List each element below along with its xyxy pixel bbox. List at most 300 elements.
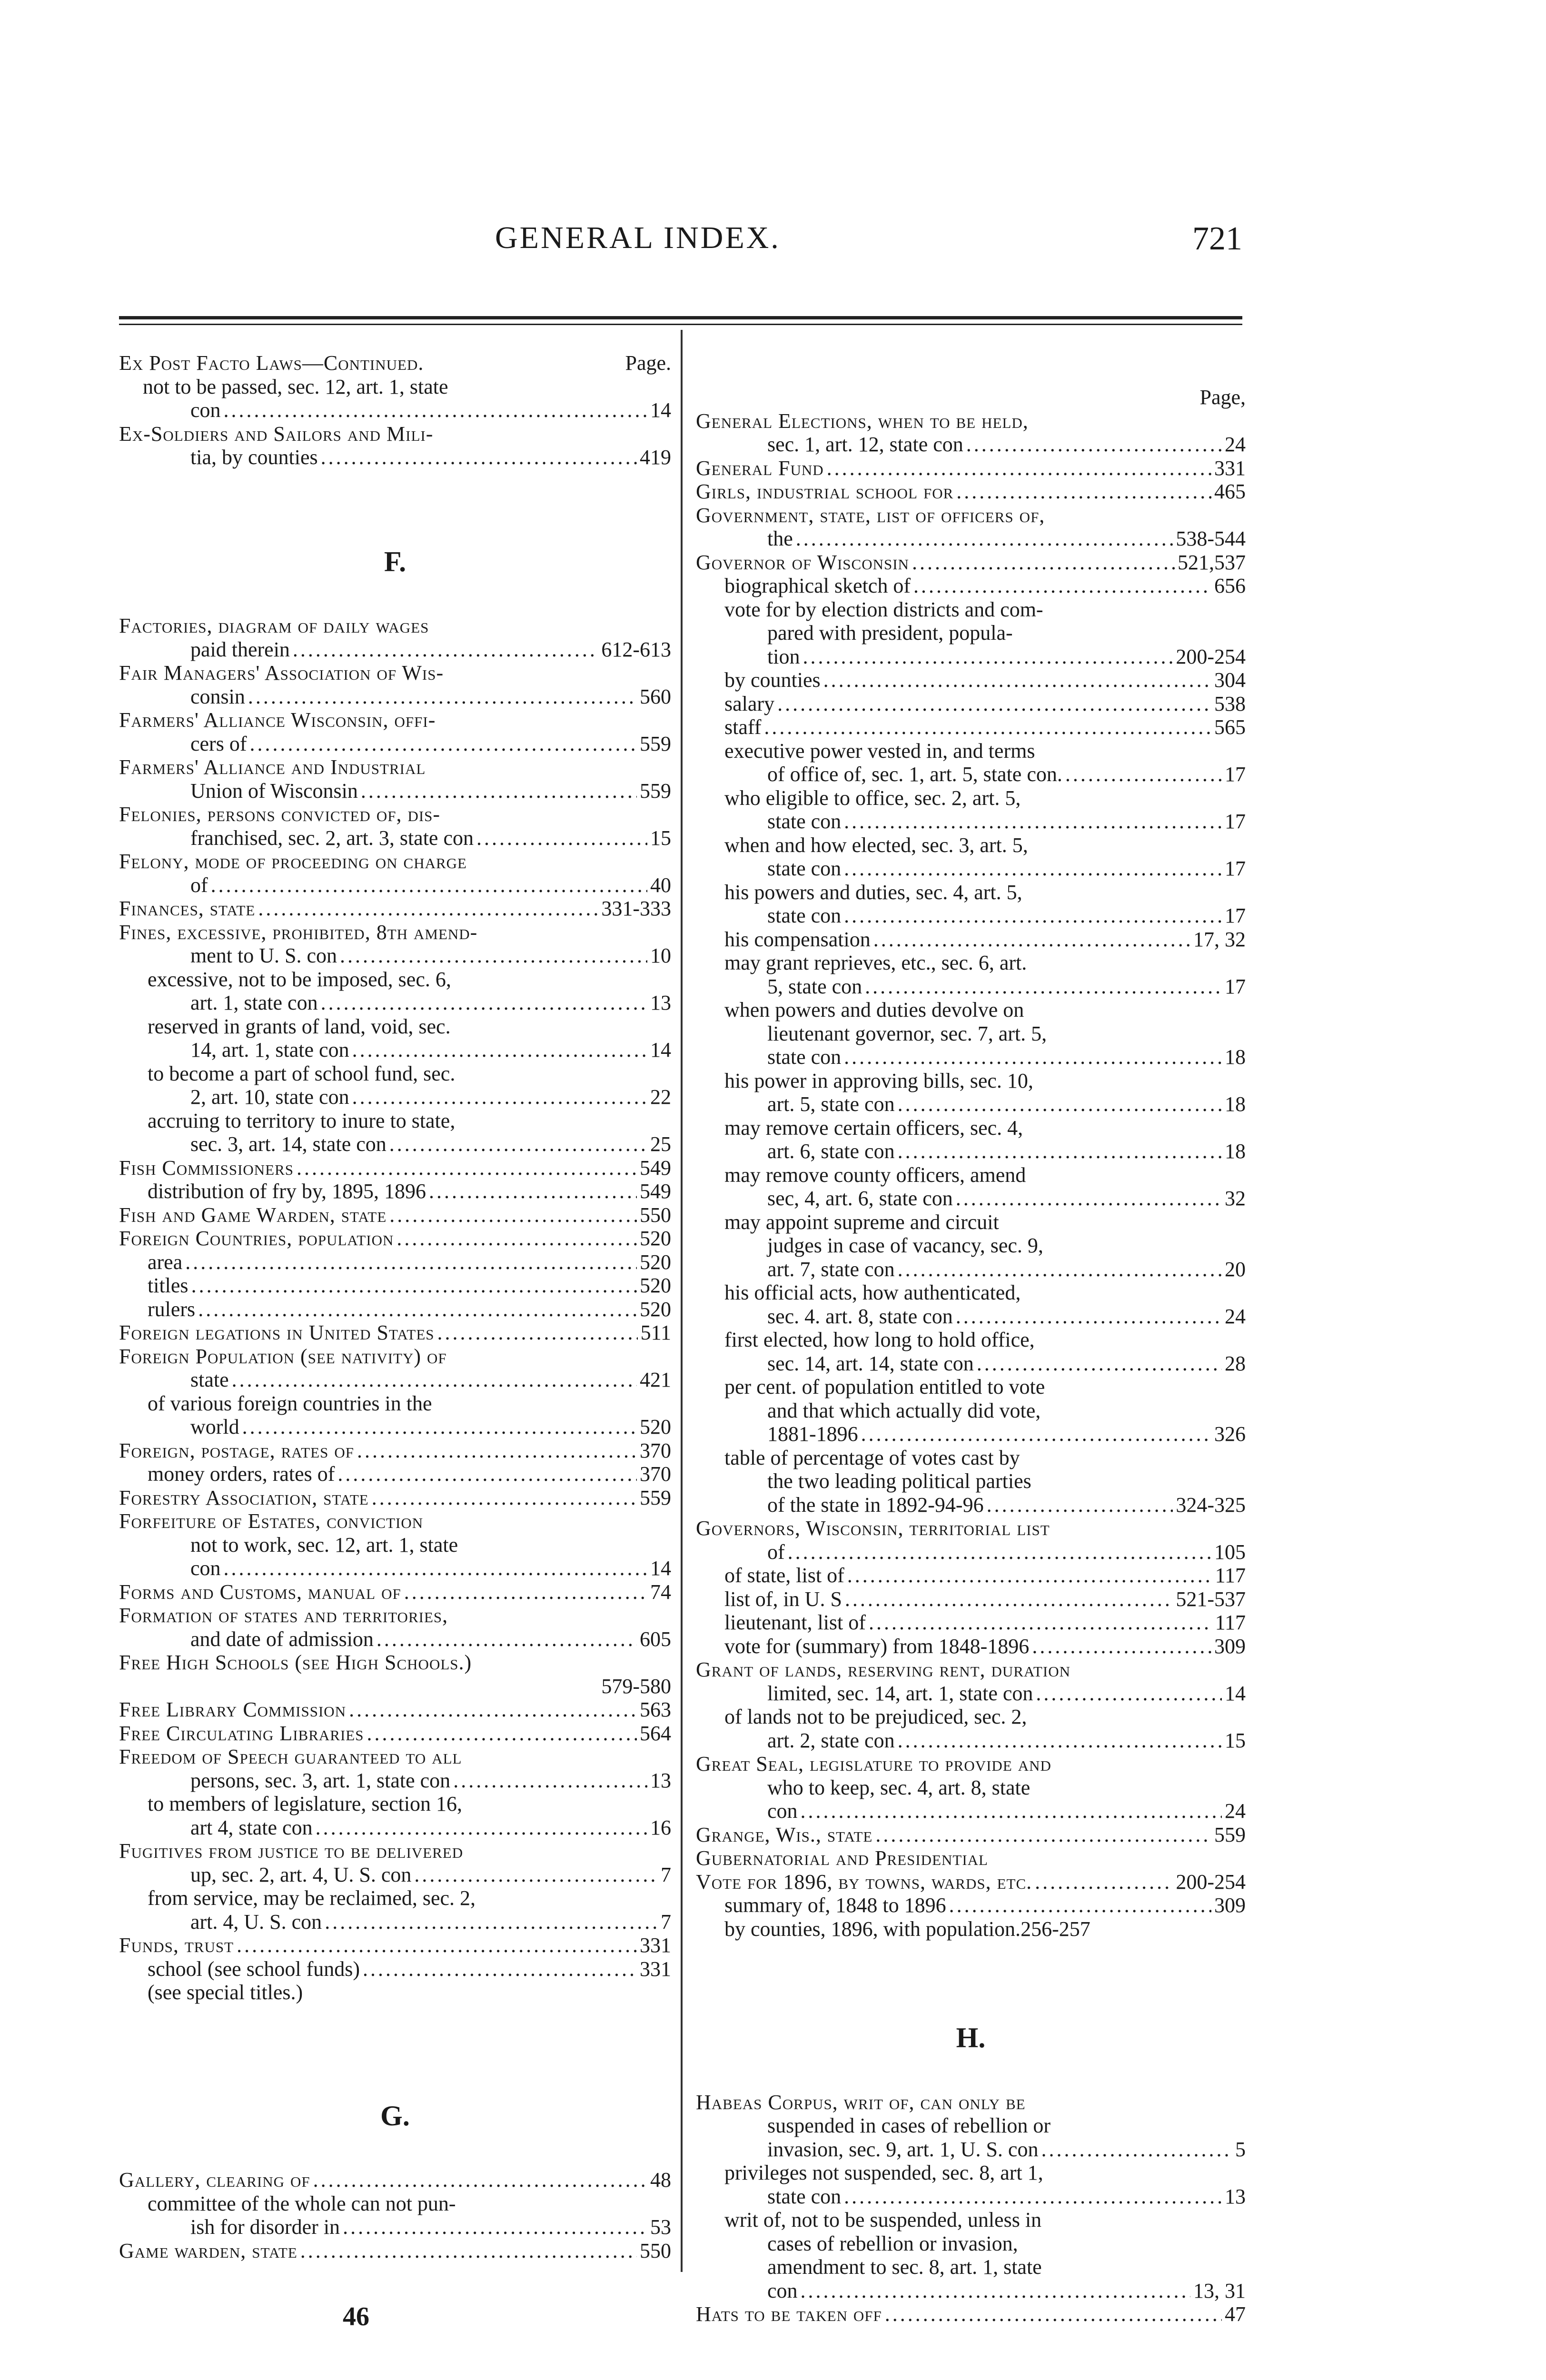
page-ref: 117 — [1215, 1611, 1246, 1634]
entry-heading: Fish and Game Warden, state — [119, 1203, 387, 1227]
entry-text: sec, 4, art. 6, state con — [767, 1187, 953, 1210]
index-entry — [696, 1752, 1246, 1823]
entry-text: may remove county officers, amend — [724, 1163, 1026, 1187]
entry-heading: Funds, trust — [119, 1934, 234, 1957]
entry-text: may grant reprieves, etc., sec. 6, art. — [724, 951, 1027, 974]
entry-text: of lands not to be prejudiced, sec. 2, — [724, 1705, 1027, 1728]
page-ref: 7 — [661, 1863, 671, 1886]
page-ref: 331 — [640, 1957, 671, 1981]
index-entry — [119, 1250, 671, 1274]
index-entry — [119, 1934, 671, 1957]
running-header — [486, 220, 1242, 268]
page-ref: 559 — [640, 779, 671, 803]
entry-text: world — [190, 1415, 239, 1438]
index-entry — [119, 661, 671, 708]
index-entry — [119, 1015, 671, 1062]
page-ref: 13 — [1225, 2184, 1246, 2208]
entry-text: of — [190, 873, 208, 897]
page-ref: 20 — [1225, 1257, 1246, 1281]
index-entry — [696, 480, 1246, 504]
entry-text: rulers — [148, 1297, 196, 1321]
page-ref: 549 — [640, 1180, 671, 1203]
index-entry — [696, 833, 1246, 881]
index-entry — [119, 2239, 671, 2263]
page-ref: 200-254 — [1176, 645, 1246, 668]
entry-text: of — [767, 1540, 785, 1564]
index-entry — [696, 1069, 1246, 1116]
page-ref: 14 — [1225, 1681, 1246, 1705]
page-ref: 74 — [650, 1580, 671, 1604]
entry-text: by counties — [724, 668, 821, 692]
index-entry — [119, 1203, 671, 1227]
page-ref: 17 — [1225, 857, 1246, 880]
entry-text: tion — [767, 645, 800, 668]
page-ref: 419 — [640, 446, 671, 469]
index-entry — [119, 968, 671, 1015]
entry-text: table of percentage of votes cast by — [724, 1446, 1020, 1469]
index-entry — [119, 850, 671, 897]
index-entry — [696, 1210, 1246, 1281]
entry-text: the — [767, 527, 793, 550]
index-entry — [119, 1345, 671, 1392]
page-ref: 17, 32 — [1193, 927, 1246, 951]
entry-heading: Farmers' Alliance and Industrial — [119, 755, 426, 779]
index-entry — [696, 1328, 1246, 1375]
entry-heading: Finances, state — [119, 897, 256, 920]
signature-mark: 46 — [343, 2302, 369, 2331]
page-ref: 549 — [640, 1156, 671, 1180]
page-ref: 15 — [650, 826, 671, 850]
page-ref: 14 — [650, 1557, 671, 1580]
entry-text: of various foreign countries in the — [148, 1391, 432, 1415]
entry-heading: Formation of states and territories, — [119, 1604, 448, 1627]
right-column — [696, 386, 1246, 2326]
index-entry — [119, 1321, 671, 1345]
page-label: Page, — [1199, 386, 1246, 409]
entry-heading: Foreign, postage, rates of — [119, 1438, 354, 1462]
entry-heading: Fugitives from justice to be delivered — [119, 1839, 464, 1863]
page-ref: 370 — [640, 1438, 671, 1462]
entry-heading: Forfeiture of Estates, conviction — [119, 1509, 424, 1533]
entry-text: sec. 4. art. 8, state con — [767, 1304, 953, 1328]
page-ref: 256-257 — [1021, 1917, 1090, 1941]
page-ref: 24 — [1225, 1799, 1246, 1823]
entry-heading: Grange, Wis., state — [696, 1823, 873, 1846]
page-ref: 24 — [1225, 433, 1246, 456]
page-ref: 5 — [1235, 2137, 1246, 2161]
entry-heading: Hats to be taken off — [696, 2302, 882, 2326]
entry-text: of the state in 1892-94-96 — [767, 1493, 984, 1517]
page-ref: 32 — [1225, 1187, 1246, 1210]
page-ref: 563 — [640, 1698, 671, 1721]
entry-heading: Governors, Wisconsin, territorial list — [696, 1517, 1050, 1540]
index-entry — [696, 668, 1246, 692]
entry-text: state — [190, 1368, 229, 1391]
entry-heading: Grant of lands, reserving rent, duration — [696, 1658, 1070, 1681]
page-ref: 40 — [650, 873, 671, 897]
index-entry — [696, 1635, 1246, 1658]
entry-text: state con — [767, 1045, 842, 1069]
index-entry — [119, 375, 671, 422]
index-entry — [696, 881, 1246, 928]
page-number: 721 — [1192, 220, 1242, 257]
index-entry — [119, 1298, 671, 1321]
entry-text: may appoint supreme and circuit — [724, 1210, 999, 1234]
index-entry — [696, 1823, 1246, 1847]
index-entry — [696, 1587, 1246, 1611]
index-entry — [119, 1981, 671, 2004]
page-ref: 559 — [1214, 1823, 1246, 1846]
entry-heading: Freedom of Speech guaranteed to all — [119, 1745, 462, 1768]
page-label: Page. — [625, 351, 671, 375]
page-ref: 17 — [1225, 904, 1246, 927]
index-entry — [119, 1462, 671, 1486]
index-entry — [119, 708, 671, 755]
entry-text: staff — [724, 715, 762, 739]
page-label-row — [696, 386, 1246, 409]
entry-text: state con — [767, 904, 842, 927]
index-entry — [119, 897, 671, 921]
continued-title: Ex Post Facto Laws—Continued. — [119, 351, 424, 375]
page-ref: 520 — [640, 1227, 671, 1250]
page-ref: 564 — [640, 1721, 671, 1745]
entry-heading: Governor of Wisconsin — [696, 550, 909, 574]
entry-text: his power in approving bills, sec. 10, — [724, 1069, 1033, 1092]
page-ref: 550 — [640, 2239, 671, 2262]
entry-heading: Fines, excessive, prohibited, 8th amend- — [119, 920, 478, 944]
index-entry — [696, 2161, 1246, 2208]
entry-text: art. 4, U. S. con — [190, 1910, 322, 1934]
index-entry — [696, 1446, 1246, 1517]
entry-text: con — [190, 398, 221, 422]
entry-text: persons, sec. 3, art. 1, state con — [190, 1768, 451, 1792]
page-ref: 200-254 — [1176, 1870, 1246, 1894]
page-ref: 25 — [650, 1132, 671, 1156]
entry-heading: Habeas Corpus, writ of, can only be — [696, 2090, 1026, 2114]
index-entry — [119, 1792, 671, 1839]
entry-text: con — [767, 1799, 798, 1823]
index-entry — [119, 1486, 671, 1510]
index-entry — [696, 1611, 1246, 1635]
page-ref: 17 — [1225, 974, 1246, 998]
index-entry — [119, 755, 671, 803]
index-entry — [119, 1062, 671, 1109]
page-ref: 520 — [640, 1415, 671, 1438]
entry-text: executive power vested in, and terms — [724, 739, 1035, 763]
column-divider — [681, 330, 683, 2272]
entry-text: paid therein — [190, 637, 290, 661]
entry-heading: Great Seal, legislature to provide and — [696, 1752, 1051, 1775]
page-ref: 520 — [640, 1274, 671, 1297]
section-letter-f: F. — [384, 545, 406, 577]
entry-text: titles — [148, 1274, 188, 1297]
page-ref: 331 — [640, 1934, 671, 1957]
entry-heading: Farmers' Alliance Wisconsin, offi- — [119, 708, 436, 732]
index-entry — [119, 803, 671, 850]
entry-text: and date of admission — [190, 1627, 374, 1651]
page-ref: 331-333 — [601, 897, 671, 920]
entry-text: may remove certain officers, sec. 4, — [724, 1116, 1023, 1140]
entry-text: per cent. of population entitled to vote — [724, 1375, 1045, 1398]
entry-text: excessive, not to be imposed, sec. 6, — [148, 967, 451, 991]
page-ref: 7 — [661, 1910, 671, 1934]
section-letter-h: H. — [956, 2022, 986, 2053]
index-entry — [119, 1957, 671, 1981]
page-ref: 521,537 — [1178, 550, 1246, 574]
entry-text: not to work, sec. 12, art. 1, state — [190, 1533, 458, 1557]
index-entry — [696, 551, 1246, 575]
entry-text: 5, state con — [767, 974, 862, 998]
index-entry — [119, 1227, 671, 1250]
entry-text: salary — [724, 692, 775, 715]
page-ref: 48 — [650, 2168, 671, 2192]
entry-heading: Government, state, list of officers of, — [696, 503, 1045, 527]
page-ref: 511 — [640, 1321, 671, 1344]
entry-text: his powers and duties, sec. 4, art. 5, — [724, 880, 1022, 904]
page-ref: 538-544 — [1176, 527, 1246, 550]
entry-text: who eligible to office, sec. 2, art. 5, — [724, 786, 1021, 810]
entry-text: lieutenant, list of — [724, 1611, 866, 1634]
entry-text: vote for (summary) from 1848-1896 — [724, 1634, 1030, 1658]
entry-text: accruing to territory to inure to state, — [148, 1109, 456, 1132]
page-title: GENERAL INDEX. — [495, 220, 781, 255]
index-entry — [696, 1894, 1246, 1917]
entry-text: his compensation — [724, 927, 871, 951]
entry-text: of state, list of — [724, 1564, 844, 1587]
page-ref: 560 — [640, 684, 671, 708]
index-entry — [696, 951, 1246, 998]
entry-heading: Forestry Association, state — [119, 1486, 369, 1509]
page-ref: 14 — [650, 1038, 671, 1061]
entry-text: of office of, sec. 1, art. 5, state con. — [767, 763, 1062, 786]
entry-text: amendment to sec. 8, art. 1, state — [767, 2255, 1042, 2279]
page-ref: 105 — [1214, 1540, 1246, 1564]
index-entry — [696, 928, 1246, 952]
entry-heading: Ex-Soldiers and Sailors and Mili- — [119, 422, 434, 446]
entry-text: (see special titles.) — [148, 1981, 303, 2004]
entry-text: lieutenant governor, sec. 7, art. 5, — [767, 1021, 1047, 1045]
page-ref: 559 — [640, 1486, 671, 1509]
entry-text: vote for by election districts and com- — [724, 597, 1043, 621]
page-ref: 117 — [1215, 1564, 1246, 1587]
index-entry — [119, 1604, 671, 1651]
entry-text: to members of legislature, section 16, — [148, 1792, 463, 1815]
index-entry — [696, 2302, 1246, 2326]
entry-heading: Foreign Population (see nativity) of — [119, 1344, 447, 1368]
entry-heading: Foreign legations in United States — [119, 1321, 435, 1344]
index-entry — [119, 2192, 671, 2239]
entry-text: to become a part of school fund, sec. — [148, 1061, 456, 1085]
index-entry — [119, 614, 671, 661]
index-entry — [119, 1109, 671, 1156]
entry-text: judges in case of vacancy, sec. 9, — [767, 1234, 1043, 1257]
entry-heading: Fair Managers' Association of Wis- — [119, 661, 444, 684]
continued-heading — [119, 351, 671, 375]
index-entry — [696, 1281, 1246, 1328]
entry-text: not to be passed, sec. 12, art. 1, state — [143, 375, 448, 398]
entry-heading: Gallery, clearing of — [119, 2168, 310, 2192]
page-ref: 656 — [1214, 574, 1246, 597]
entry-text: ment to U. S. con — [190, 944, 337, 967]
page-ref: 18 — [1225, 1092, 1246, 1116]
entry-heading: Forms and Customs, manual of — [119, 1580, 401, 1604]
entry-heading: General Fund — [696, 456, 824, 480]
page-ref: 18 — [1225, 1140, 1246, 1163]
page-ref: 331 — [1214, 456, 1246, 480]
entry-text: privileges not suspended, sec. 8, art 1, — [724, 2161, 1043, 2184]
index-entry — [119, 1839, 671, 1886]
page-ref: 13 — [650, 991, 671, 1014]
page-ref: 559 — [640, 732, 671, 755]
index-entry — [119, 1698, 671, 1722]
entry-text: 1881-1896 — [767, 1422, 858, 1446]
entry-heading: Felonies, persons convicted of, dis- — [119, 803, 441, 826]
index-entry — [696, 1917, 1246, 1941]
page-ref: 309 — [1214, 1894, 1246, 1917]
page-ref: 16 — [650, 1815, 671, 1839]
entry-text: cases of rebellion or invasion, — [767, 2231, 1018, 2255]
index-entry — [696, 1116, 1246, 1163]
page-ref: 10 — [650, 944, 671, 967]
entry-text: art. 2, state con — [767, 1728, 895, 1752]
entry-heading: Game warden, state — [119, 2239, 297, 2262]
entry-text: state con — [767, 810, 842, 833]
index-entry — [696, 598, 1246, 669]
entry-text: tia, by counties — [190, 446, 318, 469]
index-entry — [119, 1886, 671, 1934]
entry-text: writ of, not to be suspended, unless in — [724, 2208, 1042, 2231]
entry-text: pared with president, popula- — [767, 621, 1013, 645]
index-entry — [119, 1392, 671, 1439]
entry-heading: Gubernatorial and Presidential — [696, 1846, 988, 1870]
page-ref: 304 — [1214, 668, 1246, 692]
page-ref: 326 — [1214, 1422, 1246, 1446]
entry-text: sec. 14, art. 14, state con — [767, 1351, 974, 1375]
entry-heading: General Elections, when to be held, — [696, 409, 1029, 433]
index-entry — [119, 2168, 671, 2192]
entry-text: invasion, sec. 9, art. 1, U. S. con — [767, 2137, 1039, 2161]
entry-text: area — [148, 1250, 183, 1274]
index-entry — [696, 1705, 1246, 1752]
index-entry — [696, 409, 1246, 456]
entry-text: cers of — [190, 732, 247, 755]
index-entry — [119, 921, 671, 968]
index-entry — [696, 1846, 1246, 1894]
page-ref: 47 — [1225, 2302, 1246, 2326]
entry-text: up, sec. 2, art. 4, U. S. con — [190, 1863, 412, 1886]
entry-text: list of, in U. S — [724, 1587, 842, 1611]
index-entry — [696, 692, 1246, 716]
entry-text: art 4, state con — [190, 1815, 313, 1839]
entry-text: and that which actually did vote, — [767, 1398, 1041, 1422]
index-entry — [696, 739, 1246, 786]
page-ref: 520 — [640, 1250, 671, 1274]
index-entry — [696, 456, 1246, 480]
entry-text: suspended in cases of rebellion or — [767, 2114, 1051, 2137]
page-ref: 465 — [1214, 480, 1246, 503]
entry-heading: Free High Schools (see High Schools.) — [119, 1651, 472, 1674]
left-column — [119, 351, 671, 2262]
index-entry — [696, 504, 1246, 551]
entry-text: money orders, rates of — [148, 1462, 335, 1486]
entry-heading: Girls, industrial school for — [696, 480, 954, 503]
index-entry — [119, 1274, 671, 1298]
page-ref: 17 — [1225, 810, 1246, 833]
entry-heading: Free Circulating Libraries — [119, 1721, 364, 1745]
entry-text: committee of the whole can not pun- — [148, 2192, 456, 2215]
entry-heading: Fish Commissioners — [119, 1156, 294, 1180]
index-entry — [696, 715, 1246, 739]
entry-text: by counties, 1896, with population. — [724, 1917, 1021, 1941]
entry-text: sec. 1, art. 12, state con — [767, 433, 963, 456]
entry-heading: Factories, diagram of daily wages — [119, 614, 429, 637]
page-ref: 521-537 — [1176, 1587, 1246, 1611]
entry-text: con — [767, 2279, 798, 2302]
entry-heading: Foreign Countries, population — [119, 1227, 394, 1250]
entry-text: limited, sec. 14, art. 1, state con — [767, 1681, 1033, 1705]
entry-text: con — [190, 1557, 221, 1580]
page-ref: 324-325 — [1176, 1493, 1246, 1517]
page-ref: 13, 31 — [1193, 2279, 1246, 2302]
page-ref: 309 — [1214, 1634, 1246, 1658]
entry-text: when powers and duties devolve on — [724, 998, 1024, 1021]
entry-text: franchised, sec. 2, art. 3, state con — [190, 826, 474, 850]
index-entry — [119, 1509, 671, 1580]
page-ref: 579-580 — [601, 1674, 671, 1698]
index-entry — [696, 998, 1246, 1069]
index-entry — [696, 2091, 1246, 2162]
entry-heading: Felony, mode of proceeding on charge — [119, 850, 467, 873]
page-ref: 370 — [640, 1462, 671, 1486]
index-entry — [119, 1745, 671, 1792]
page-ref: 565 — [1214, 715, 1246, 739]
page-ref: 520 — [640, 1297, 671, 1321]
entry-text: distribution of fry by, 1895, 1896 — [148, 1180, 426, 1203]
entry-text: his official acts, how authenticated, — [724, 1281, 1021, 1304]
index-entry — [119, 1722, 671, 1745]
section-letter-g: G. — [380, 2100, 410, 2132]
entry-text: state con — [767, 2184, 842, 2208]
index-entry — [696, 1517, 1246, 1564]
index-entry — [119, 1439, 671, 1463]
page-ref: 22 — [650, 1085, 671, 1109]
index-entry — [696, 2208, 1246, 2302]
page-ref: 53 — [650, 2215, 671, 2239]
page-ref: 14 — [650, 398, 671, 422]
index-entry — [119, 1580, 671, 1604]
entry-text: when and how elected, sec. 3, art. 5, — [724, 833, 1028, 857]
entry-text: 2, art. 10, state con — [190, 1085, 349, 1109]
index-entry — [119, 1156, 671, 1180]
entry-text: summary of, 1848 to 1896 — [724, 1894, 946, 1917]
entry-text: art. 6, state con — [767, 1140, 895, 1163]
page-ref: 15 — [1225, 1728, 1246, 1752]
index-entry — [119, 422, 671, 469]
page-ref: 18 — [1225, 1045, 1246, 1069]
entry-text: Union of Wisconsin — [190, 779, 358, 803]
entry-text: school (see school funds) — [148, 1957, 360, 1981]
entry-text: state con — [767, 857, 842, 880]
entry-text: first elected, how long to hold office, — [724, 1328, 1035, 1351]
entry-text: who to keep, sec. 4, art. 8, state — [767, 1775, 1031, 1799]
index-entry — [119, 1180, 671, 1203]
index-entry — [696, 1163, 1246, 1210]
page-ref: 550 — [640, 1203, 671, 1227]
entry-text: ish for disorder in — [190, 2215, 340, 2239]
index-entry — [696, 1375, 1246, 1446]
entry-text: reserved in grants of land, void, sec. — [148, 1014, 451, 1038]
page-ref: 605 — [640, 1627, 671, 1651]
